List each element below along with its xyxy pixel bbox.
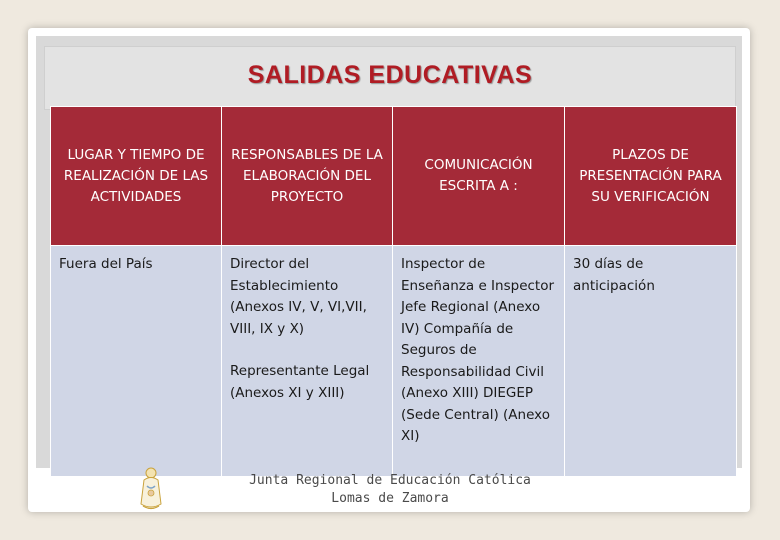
header-responsables: RESPONSABLES DE LA ELABORACIÓN DEL PROYECTO <box>222 107 393 246</box>
header-plazos: PLAZOS DE PRESENTACIÓN PARA SU VERIFICACIÓN <box>565 107 737 246</box>
activities-table <box>50 106 737 477</box>
table-header-row <box>51 107 737 246</box>
responsable-director: Director del Establecimiento (Anexos IV, V, VI,VII, VIII, IX y X) <box>230 256 367 337</box>
responsable-representante: Representante Legal (Anexos XI y XIII) <box>230 363 370 401</box>
cell-responsables <box>222 246 393 477</box>
cell-lugar: Fuera del País <box>51 246 222 477</box>
slide-title: SALIDAS EDUCATIVAS <box>247 61 533 89</box>
footer-line-1: Junta Regional de Educación Católica <box>249 473 531 488</box>
cell-plazos: 30 días de anticipación <box>565 246 737 477</box>
footer-credit <box>200 472 580 508</box>
header-lugar: LUGAR Y TIEMPO DE REALIZACIÓN DE LAS ACTIVIDADES <box>51 107 222 246</box>
title-band <box>44 46 736 110</box>
spacer <box>230 340 384 361</box>
header-comunicacion: COMUNICACIÓN ESCRITA A : <box>393 107 565 246</box>
virgin-figure-logo-icon <box>134 464 168 512</box>
cell-comunicacion: Inspector de Enseñanza e Inspector Jefe Regional (Anexo IV) Compañía de Seguros de Responsabilidad Civil (Anexo XIII) DIEGEP (Sede Central) (Anexo XI) <box>393 246 565 477</box>
footer-line-2: Lomas de Zamora <box>331 491 449 506</box>
table-row <box>51 246 737 477</box>
